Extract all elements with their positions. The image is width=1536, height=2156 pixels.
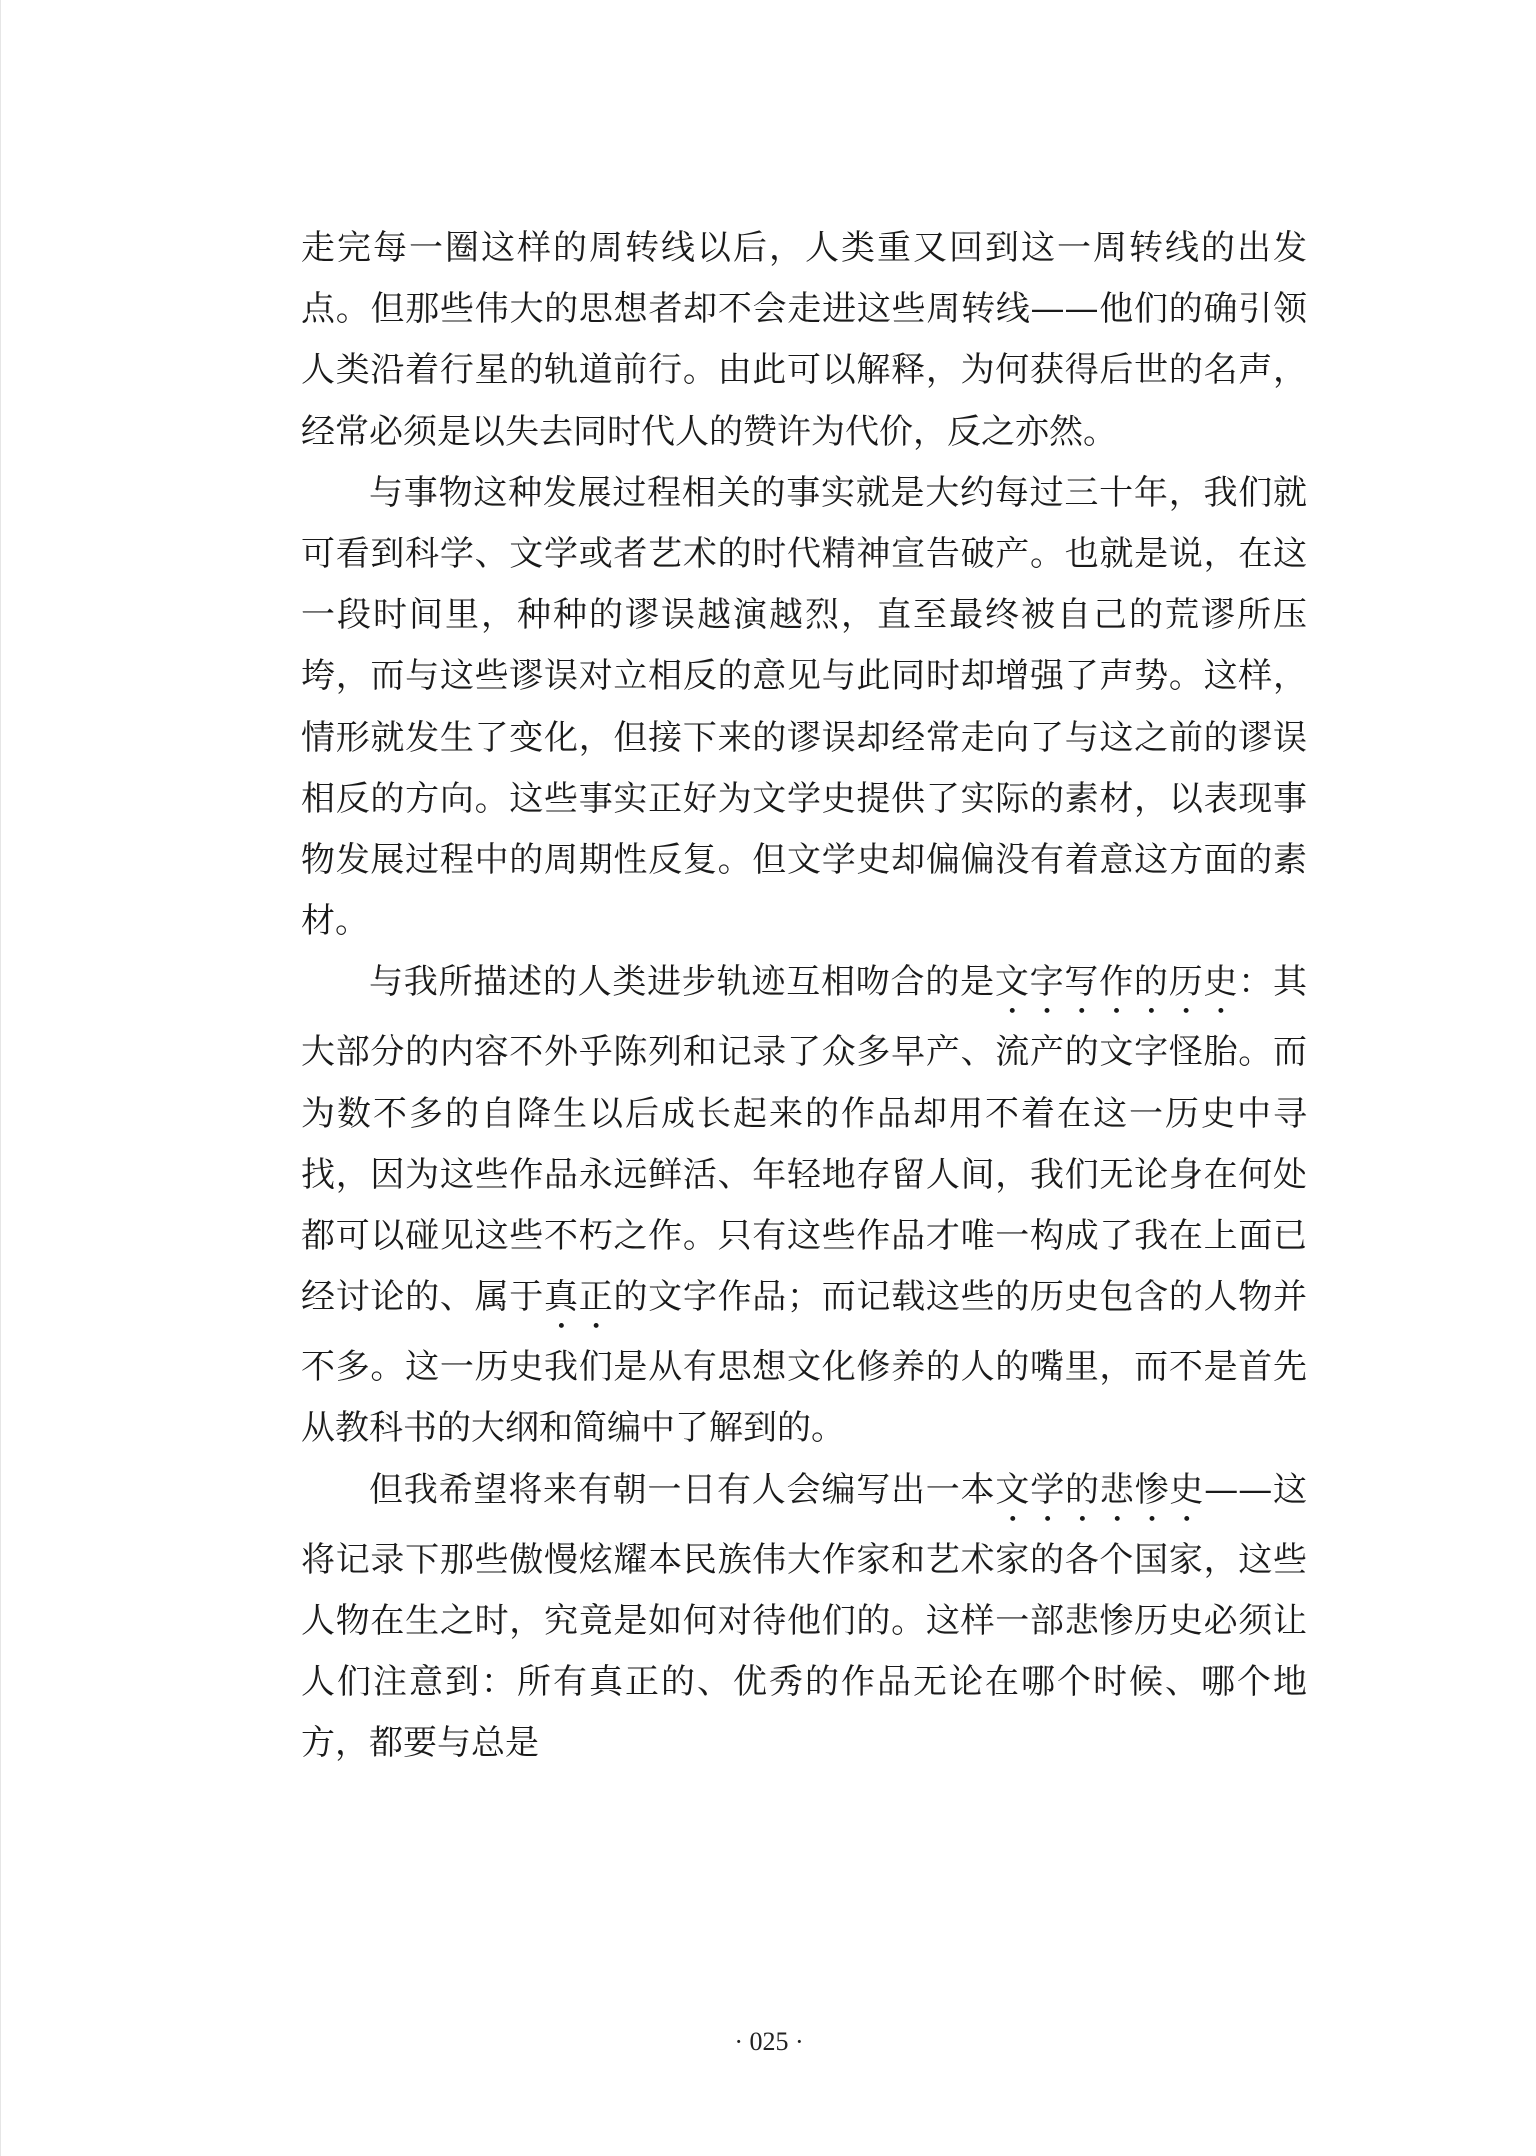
text-run: 与事物这种发展过程相关的事实就是大约每过三十年，我们就可看到科学、文学或者艺术的时代精神宣告破产。也就是说，在这一段时间里，种种的谬误越演越烈，直至最终被自己的荒谬所压垮，而与这些谬误对立相反的意见与此同时却增强了声势。这样，情形就发生了变化，但接下来的谬误却经常走向了与这之前的谬误相反的方向。这些事实正好为文学史提供了实际的素材，以表现事物发展过程中的周期性反复。但文学史却偏偏没有着意这方面的素材。 xyxy=(301,472,1307,942)
body-text xyxy=(301,218,1307,1774)
emphasized-term: 真正 xyxy=(544,1277,614,1318)
text-run: 与我所描述的人类进步轨迹互相吻合的是 xyxy=(369,962,995,1003)
text-run: 但我希望将来有朝一日有人会编写出一本 xyxy=(369,1469,996,1510)
paragraph-1 xyxy=(301,218,1307,463)
text-run: ——这将记录下那些傲慢炫耀本民族伟大作家和艺术家的各个国家，这些人物在生之时，究竟是如何对待他们的。这样一部悲惨历史必须让人们注意到：所有真正的、优秀的作品无论在哪个时候、哪个地方，都要与总是 xyxy=(301,1469,1308,1764)
text-run: ：其大部分的内容不外乎陈列和记录了众多早产、流产的文字怪胎。而为数不多的自降生以后成长起来的作品却用不着在这一历史中寻找，因为这些作品永远鲜活、年轻地存留人间，我们无论身在何处都可以碰见这些不朽之作。只有这些作品才唯一构成了我在上面已经讨论的、属于 xyxy=(301,962,1308,1318)
paragraph-2 xyxy=(301,463,1307,953)
text-run: 的文字作品；而记载这些的历史包含的人物并不多。这一历史我们是从有思想文化修养的人的嘴里，而不是首先从教科书的大纲和简编中了解到的。 xyxy=(301,1277,1308,1449)
paragraph-4 xyxy=(301,1460,1307,1775)
emphasized-term: 文学的悲惨史 xyxy=(995,1469,1205,1510)
text-run: 走完每一圈这样的周转线以后，人类重又回到这一周转线的出发点。但那些伟大的思想者却不会走进这些周转线——他们的确引领人类沿着行星的轨道前行。由此可以解释，为何获得后世的名声，经常必须是以失去同时代人的赞许为代价，反之亦然。 xyxy=(301,228,1307,452)
page-number: · 025 · xyxy=(734,2027,804,2056)
paragraph-3 xyxy=(301,952,1307,1459)
emphasized-term: 文字写作的历史 xyxy=(994,962,1239,1003)
